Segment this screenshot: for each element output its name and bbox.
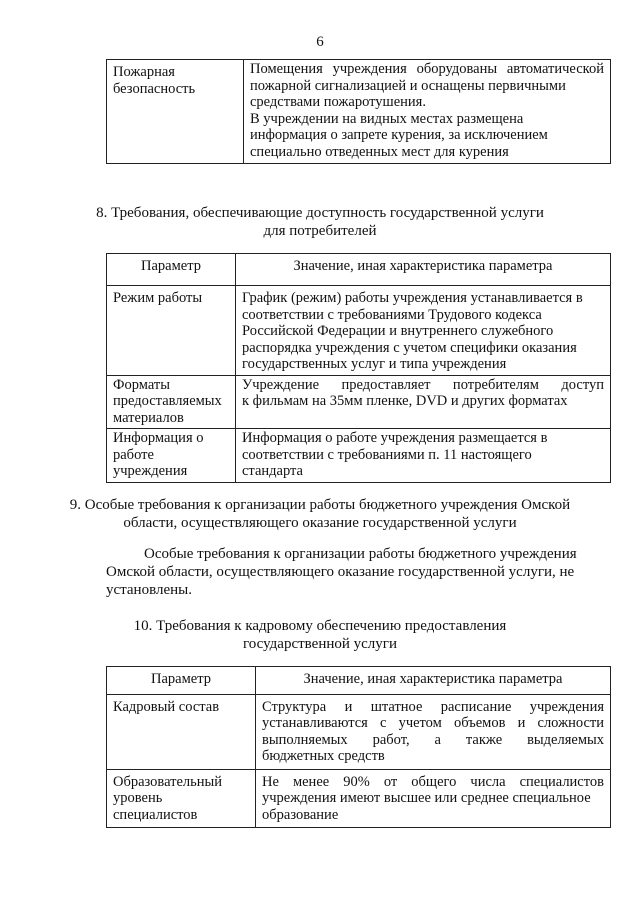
table-row: [107, 60, 611, 164]
param-cell: Пожарная безопасность: [107, 60, 244, 164]
value-line: соответствии с требованиями Трудового кодекса: [242, 306, 542, 323]
value-line: стандарта: [242, 463, 303, 479]
value-line: Российской Федерации и внутреннего служебного: [242, 323, 554, 339]
value-line: соответствии с требованиями п. 11 настоящего: [242, 446, 532, 463]
value-line: Учреждение предоставляет потребителям доступ: [242, 376, 604, 393]
value-line: устанавливаются с учетом объемов и сложности: [262, 715, 604, 731]
value-line: В учреждении на видных местах размещена: [250, 110, 524, 127]
value-line: выполняемых работ, а также выделяемых: [262, 731, 604, 748]
heading-line: 9. Особые требования к организации работы бюджетного учреждения Омской: [69, 497, 571, 513]
param-cell: Режим работы: [107, 286, 236, 376]
value-line: График (режим) работы учреждения устанавливается в: [242, 290, 583, 306]
value-line: Не менее 90% от общего числа специалистов: [262, 773, 604, 790]
header-param: Параметр: [107, 254, 236, 286]
section-9-paragraph: Особые требования к организации работы бюджетного учреждения Омской области, осуществляющего оказание государственной услуги, не установлены.: [106, 546, 577, 598]
param-cell: Информация о работе учреждения: [107, 429, 236, 483]
table-row: [107, 375, 611, 429]
section-8-table: [106, 253, 611, 483]
value-line: учреждения имеют высшее или среднее специальное: [262, 790, 591, 806]
header-value: Значение, иная характеристика параметра: [236, 254, 611, 286]
value-cell: [256, 769, 611, 827]
section-9-heading: [0, 496, 640, 532]
heading-line: области, осуществляющего оказание государственной услуги: [123, 515, 517, 531]
heading-line: 8. Требования, обеспечивающие доступность государственной услуги: [96, 205, 544, 221]
value-line: образование: [262, 806, 339, 823]
value-cell: [244, 60, 611, 164]
value-line: Структура и штатное расписание учреждения: [262, 698, 604, 715]
heading-line: 10. Требования к кадровому обеспечению предоставления: [133, 618, 507, 634]
value-cell: [236, 429, 611, 483]
table-row: [107, 694, 611, 769]
param-cell: Образовательный уровень специалистов: [107, 769, 256, 827]
value-line: к фильмам на 35мм пленке, DVD и других форматах: [242, 393, 568, 409]
fire-safety-table: [106, 59, 611, 164]
page-number: 6: [316, 34, 324, 50]
heading-line: для потребителей: [263, 223, 377, 239]
param-cell: Кадровый состав: [107, 694, 256, 769]
header-value: Значение, иная характеристика параметра: [256, 667, 611, 695]
value-cell: [236, 286, 611, 376]
table-row: [107, 769, 611, 827]
table-row: [107, 429, 611, 483]
header-param: Параметр: [107, 667, 256, 695]
value-line: специально отведенных мест для курения: [250, 143, 509, 160]
value-line: Помещения учреждения оборудованы автоматической: [250, 61, 604, 77]
table-row: [107, 286, 611, 376]
section-10-heading: [0, 617, 640, 653]
value-line: государственных услуг и типа учреждения: [242, 356, 507, 372]
value-line: бюджетных средств: [262, 748, 385, 764]
value-cell: [236, 375, 611, 429]
value-cell: [256, 694, 611, 769]
value-line: пожарной сигнализацией и оснащены первичными: [250, 77, 566, 94]
section-10-table: [106, 666, 611, 828]
value-line: средствами пожаротушения.: [250, 94, 426, 110]
value-line: распорядка учреждения с учетом специфики оказания: [242, 339, 577, 356]
value-line: информация о запрете курения, за исключением: [250, 127, 548, 143]
value-line: Информация о работе учреждения размещается в: [242, 430, 548, 446]
table-header-row: [107, 254, 611, 286]
heading-line: государственной услуги: [243, 636, 397, 652]
param-cell: Форматы предоставляемых материалов: [107, 375, 236, 429]
table-header-row: [107, 667, 611, 695]
section-8-heading: [0, 204, 640, 240]
